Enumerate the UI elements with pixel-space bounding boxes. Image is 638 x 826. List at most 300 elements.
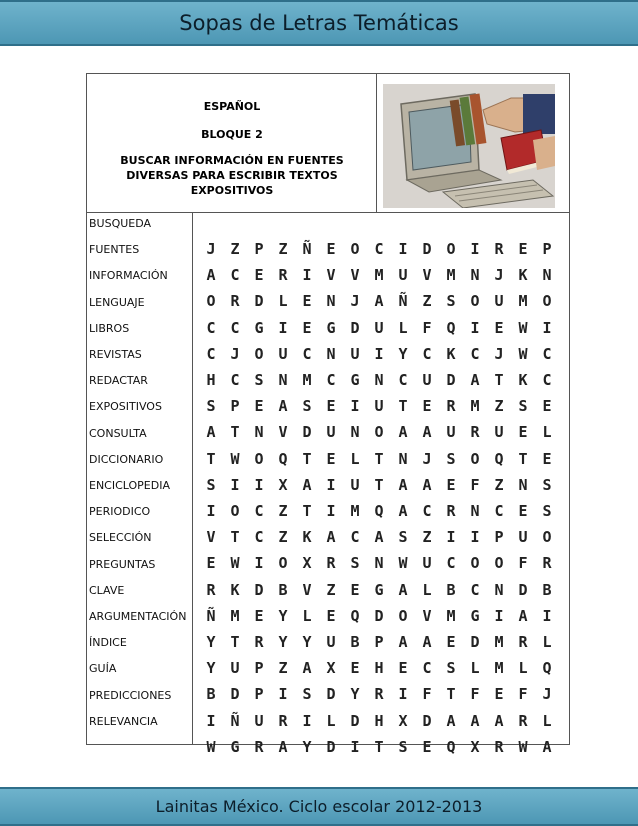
- grid-letter: A: [398, 502, 408, 520]
- grid-letter: F: [518, 685, 528, 704]
- grid-letter: I: [374, 344, 384, 363]
- word-list-item: CLAVE: [89, 583, 125, 597]
- header-text-box: [87, 74, 377, 213]
- grid-letter: V: [302, 580, 312, 599]
- grid-letter: E: [326, 449, 336, 468]
- grid-letter: R: [278, 266, 288, 285]
- grid-letter: I: [230, 475, 240, 494]
- grid-letter: B: [446, 580, 456, 599]
- grid-letter: U: [374, 318, 384, 337]
- grid-letter: A: [206, 266, 216, 285]
- grid-letter: C: [206, 344, 216, 363]
- grid-letter: R: [494, 737, 504, 756]
- grid-letter: Y: [398, 344, 408, 363]
- grid-letter: C: [230, 371, 240, 389]
- grid-letter: H: [374, 711, 384, 730]
- grid-letter: U: [398, 266, 408, 285]
- grid-letter: A: [398, 580, 408, 599]
- grid-letter: Ñ: [398, 292, 408, 311]
- grid-letter: M: [446, 266, 456, 285]
- grid-letter: A: [374, 528, 384, 547]
- grid-letter: T: [230, 423, 240, 442]
- grid-letter: Q: [446, 318, 456, 337]
- grid-letter: Q: [350, 606, 360, 625]
- grid-letter: V: [326, 266, 336, 285]
- grid-letter: Z: [278, 502, 288, 520]
- grid-letter: A: [470, 711, 480, 730]
- grid-letter: Z: [278, 528, 288, 547]
- grid-letter: V: [278, 423, 288, 442]
- grid-letter: T: [518, 449, 528, 468]
- grid-letter: R: [518, 711, 528, 730]
- page-title: Sopas de Letras Temáticas: [179, 11, 459, 35]
- grid-letter: E: [350, 580, 360, 599]
- grid-letter: O: [542, 528, 552, 547]
- grid-letter: T: [446, 685, 456, 704]
- grid-letter: R: [278, 711, 288, 730]
- word-list-item: REVISTAS: [89, 348, 142, 361]
- grid-letter: D: [470, 633, 480, 651]
- grid-letter: G: [326, 318, 336, 337]
- word-list-item: ENCICLOPEDIA: [89, 479, 171, 492]
- grid-letter: R: [254, 633, 264, 651]
- grid-letter: A: [278, 737, 288, 756]
- grid-letter: S: [542, 502, 552, 520]
- grid-letter: Q: [542, 659, 552, 678]
- grid-letter: Y: [278, 633, 288, 651]
- grid-letter: N: [542, 266, 552, 285]
- grid-letter: O: [470, 554, 480, 573]
- grid-letter: E: [542, 397, 552, 416]
- grid-letter: Y: [350, 685, 360, 704]
- grid-letter: E: [206, 554, 216, 573]
- grid-letter: J: [542, 685, 552, 704]
- grid-letter: W: [518, 344, 528, 363]
- word-list-item: PREGUNTAS: [89, 557, 156, 571]
- grid-letter: I: [542, 606, 552, 625]
- grid-letter: C: [254, 528, 264, 547]
- grid-letter: O: [446, 240, 456, 258]
- grid-letter: Ñ: [230, 711, 240, 730]
- grid-letter: X: [398, 711, 408, 730]
- grid-letter: A: [422, 475, 432, 494]
- grid-letter: U: [254, 711, 264, 730]
- grid-letter: M: [470, 397, 480, 416]
- grid-letter: U: [230, 659, 240, 678]
- grid-letter: G: [350, 371, 360, 389]
- grid-letter: R: [254, 737, 264, 756]
- grid-letter: E: [326, 606, 336, 625]
- grid-letter: J: [230, 344, 240, 363]
- footer-text: Lainitas México. Ciclo escolar 2012-2013: [155, 797, 483, 816]
- grid-letter: R: [446, 502, 456, 520]
- grid-letter: D: [422, 711, 432, 730]
- grid-letter: Y: [206, 633, 216, 651]
- grid-letter: Z: [494, 397, 504, 416]
- word-list-item: DICCIONARIO: [89, 452, 164, 466]
- grid-letter: O: [470, 449, 480, 468]
- grid-letter: U: [326, 633, 336, 651]
- word-list-item: LENGUAJE: [89, 295, 145, 309]
- word-list: [87, 213, 193, 744]
- grid-letter: D: [254, 292, 264, 311]
- grid-letter: I: [350, 397, 360, 416]
- computer-books-icon: [383, 84, 555, 208]
- grid-letter: J: [350, 292, 360, 311]
- grid-letter: W: [206, 737, 216, 756]
- grid-letter: C: [422, 659, 432, 678]
- grid-letter: C: [230, 318, 240, 337]
- grid-letter: I: [398, 685, 408, 704]
- grid-letter: L: [326, 711, 336, 730]
- grid-letter: E: [254, 397, 264, 416]
- grid-letter: A: [302, 475, 312, 494]
- grid-letter: E: [422, 737, 432, 756]
- grid-letter: A: [302, 659, 312, 678]
- grid-letter: Y: [302, 633, 312, 651]
- grid-letter: A: [542, 737, 552, 756]
- grid-letter: S: [206, 397, 216, 416]
- grid-letter: L: [350, 449, 360, 468]
- grid-letter: I: [206, 502, 216, 520]
- grid-letter: I: [470, 318, 480, 337]
- grid-letter: R: [206, 580, 216, 599]
- grid-letter: T: [230, 528, 240, 547]
- grid-letter: R: [230, 292, 240, 311]
- word-list-item: EXPOSITIVOS: [89, 400, 162, 414]
- grid-letter: X: [302, 554, 312, 573]
- grid-letter: D: [302, 423, 312, 442]
- grid-letter: L: [302, 606, 312, 625]
- grid-letter: A: [398, 475, 408, 494]
- grid-letter: D: [350, 318, 360, 337]
- grid-letter: C: [446, 554, 456, 573]
- grid-letter: W: [518, 737, 528, 756]
- grid-letter: H: [374, 659, 384, 678]
- word-search-frame: [86, 73, 570, 756]
- grid-letter: C: [254, 502, 264, 520]
- grid-letter: J: [206, 240, 216, 258]
- grid-letter: C: [350, 528, 360, 547]
- grid-letter: Q: [446, 737, 456, 756]
- grid-letter: G: [254, 318, 264, 337]
- word-list-item: GUÍA: [89, 662, 117, 676]
- grid-letter: D: [254, 580, 264, 599]
- word-list-item: PERIODICO: [89, 505, 151, 519]
- grid-letter: S: [398, 528, 408, 547]
- grid-letter: K: [518, 371, 528, 389]
- grid-letter: Z: [278, 659, 288, 678]
- grid-letter: E: [422, 397, 432, 416]
- grid-letter: A: [518, 606, 528, 625]
- grid-letter: S: [518, 397, 528, 416]
- grid-letter: U: [422, 554, 432, 573]
- grid-letter: W: [230, 449, 240, 468]
- grid-letter: E: [254, 606, 264, 625]
- grid-letter: I: [278, 685, 288, 704]
- grid-letter: T: [374, 737, 384, 756]
- word-list-item: RELEVANCIA: [89, 714, 158, 728]
- grid-letter: N: [278, 371, 288, 389]
- grid-letter: F: [422, 318, 432, 337]
- grid-letter: P: [254, 659, 264, 678]
- grid-letter: A: [398, 423, 408, 442]
- grid-letter: J: [494, 344, 504, 363]
- grid-letter: F: [518, 554, 528, 573]
- grid-letter: S: [302, 397, 312, 416]
- grid-letter: C: [398, 371, 408, 389]
- grid-letter: F: [422, 685, 432, 704]
- grid-letter: M: [494, 633, 504, 651]
- grid-letter: L: [470, 659, 480, 678]
- word-list-item: CONSULTA: [89, 426, 147, 440]
- grid-letter: R: [494, 240, 504, 258]
- grid-letter: X: [470, 737, 480, 756]
- grid-letter: N: [326, 292, 336, 311]
- grid-letter: R: [446, 397, 456, 416]
- grid-letter: U: [350, 344, 360, 363]
- word-list-item: SELECCIÓN: [89, 531, 152, 545]
- grid-letter: E: [254, 266, 264, 285]
- grid-letter: I: [254, 554, 264, 573]
- grid-letter: R: [374, 685, 384, 704]
- grid-letter: U: [374, 397, 384, 416]
- grid-letter: T: [302, 502, 312, 520]
- grid-letter: K: [446, 344, 456, 363]
- grid-letter: U: [350, 475, 360, 494]
- grid-letter: I: [350, 737, 360, 756]
- worksheet-header: [87, 74, 569, 213]
- grid-letter: U: [446, 423, 456, 442]
- grid-letter: P: [494, 528, 504, 547]
- grid-letter: L: [518, 659, 528, 678]
- grid-letter: T: [398, 397, 408, 416]
- grid-letter: N: [326, 344, 336, 363]
- grid-letter: C: [470, 580, 480, 599]
- grid-letter: U: [494, 292, 504, 311]
- grid-letter: A: [398, 633, 408, 651]
- grid-letter: L: [542, 423, 552, 442]
- subject-label: ESPAÑOL: [203, 100, 261, 113]
- grid-letter: L: [542, 633, 552, 651]
- grid-letter: M: [518, 292, 528, 311]
- grid-letter: A: [422, 423, 432, 442]
- grid-letter: D: [374, 606, 384, 625]
- grid-letter: W: [398, 554, 408, 573]
- grid-letter: C: [302, 344, 312, 363]
- grid-letter: N: [470, 266, 480, 285]
- grid-letter: Q: [494, 449, 504, 468]
- grid-letter: S: [302, 685, 312, 704]
- grid-letter: N: [254, 423, 264, 442]
- grid-letter: J: [422, 449, 432, 468]
- word-list-item: BUSQUEDA: [89, 217, 152, 230]
- grid-letter: U: [278, 344, 288, 363]
- grid-letter: V: [422, 266, 432, 285]
- grid-letter: E: [518, 502, 528, 520]
- grid-letter: E: [326, 240, 336, 258]
- grid-letter: F: [470, 685, 480, 704]
- grid-letter: N: [518, 475, 528, 494]
- grid-letter: I: [326, 475, 336, 494]
- grid-letter: I: [302, 266, 312, 285]
- grid-letter: Q: [278, 449, 288, 468]
- grid-letter: O: [494, 554, 504, 573]
- grid-letter: L: [398, 318, 408, 337]
- word-list-item: LIBROS: [89, 321, 130, 335]
- grid-letter: V: [206, 528, 216, 547]
- grid-letter: E: [350, 659, 360, 678]
- word-list-item: PREDICCIONES: [89, 688, 172, 702]
- grid-letter: B: [350, 633, 360, 651]
- grid-letter: D: [326, 685, 336, 704]
- grid-letter: O: [374, 423, 384, 442]
- letter-grid: [193, 213, 569, 756]
- grid-letter: G: [470, 606, 480, 625]
- grid-letter: X: [278, 475, 288, 494]
- grid-letter: O: [470, 292, 480, 311]
- grid-letter: N: [374, 371, 384, 389]
- grid-letter: Y: [278, 606, 288, 625]
- grid-letter: N: [494, 580, 504, 599]
- grid-letter: I: [542, 318, 552, 337]
- grid-letter: M: [230, 606, 240, 625]
- grid-letter: E: [494, 685, 504, 704]
- grid-letter: A: [278, 397, 288, 416]
- grid-letter: O: [230, 502, 240, 520]
- grid-letter: E: [302, 318, 312, 337]
- grid-letter: M: [446, 606, 456, 625]
- grid-letter: P: [254, 240, 264, 258]
- grid-letter: I: [470, 240, 480, 258]
- grid-letter: B: [206, 685, 216, 704]
- grid-letter: L: [542, 711, 552, 730]
- grid-letter: O: [278, 554, 288, 573]
- grid-letter: C: [542, 344, 552, 363]
- grid-letter: E: [494, 318, 504, 337]
- grid-letter: C: [422, 502, 432, 520]
- grid-letter: P: [374, 633, 384, 651]
- grid-letter: E: [542, 449, 552, 468]
- grid-letter: Z: [278, 240, 288, 258]
- grid-letter: I: [446, 528, 456, 547]
- grid-letter: Z: [422, 528, 432, 547]
- grid-letter: N: [470, 502, 480, 520]
- grid-letter: E: [446, 475, 456, 494]
- grid-letter: I: [302, 711, 312, 730]
- grid-letter: E: [326, 397, 336, 416]
- grid-letter: K: [302, 528, 312, 547]
- grid-letter: M: [302, 371, 312, 389]
- grid-letter: T: [302, 449, 312, 468]
- grid-letter: T: [230, 633, 240, 651]
- grid-letter: C: [230, 266, 240, 285]
- grid-letter: D: [350, 711, 360, 730]
- grid-letter: D: [446, 371, 456, 389]
- grid-letter: A: [326, 528, 336, 547]
- grid-letter: X: [326, 659, 336, 678]
- grid-letter: Z: [326, 580, 336, 599]
- grid-letter: Ñ: [206, 606, 216, 625]
- word-list-item: REDACTAR: [89, 374, 148, 388]
- grid-letter: K: [518, 266, 528, 285]
- grid-letter: A: [206, 423, 216, 442]
- grid-letter: U: [518, 528, 528, 547]
- grid-letter: J: [494, 266, 504, 285]
- grid-letter: N: [374, 554, 384, 573]
- grid-letter: L: [422, 580, 432, 599]
- computer-books-illustration: [383, 84, 555, 208]
- grid-letter: O: [350, 240, 360, 258]
- grid-letter: P: [542, 240, 552, 258]
- grid-letter: B: [278, 580, 288, 599]
- grid-letter: N: [398, 449, 408, 468]
- grid-letter: F: [470, 475, 480, 494]
- grid-letter: I: [494, 606, 504, 625]
- grid-letter: D: [326, 737, 336, 756]
- grid-letter: I: [254, 475, 264, 494]
- grid-letter: S: [446, 449, 456, 468]
- grid-letter: W: [230, 554, 240, 573]
- grid-letter: G: [374, 580, 384, 599]
- grid-letter: A: [374, 292, 384, 311]
- grid-letter: S: [446, 292, 456, 311]
- grid-letter: R: [542, 554, 552, 573]
- grid-letter: E: [302, 292, 312, 311]
- grid-letter: O: [542, 292, 552, 311]
- grid-letter: A: [470, 371, 480, 389]
- grid-letter: D: [230, 685, 240, 704]
- grid-letter: I: [206, 711, 216, 730]
- grid-letter: C: [374, 240, 384, 258]
- grid-letter: E: [518, 240, 528, 258]
- grid-letter: Z: [494, 475, 504, 494]
- grid-letter: Y: [206, 659, 216, 678]
- grid-letter: S: [398, 737, 408, 756]
- word-list-item: ÍNDICE: [89, 636, 127, 650]
- grid-letter: Z: [422, 292, 432, 311]
- grid-letter: N: [350, 423, 360, 442]
- grid-letter: T: [374, 475, 384, 494]
- grid-letter: C: [542, 371, 552, 389]
- grid-letter: S: [542, 475, 552, 494]
- grid-letter: O: [206, 292, 216, 311]
- grid-letter: Q: [374, 502, 384, 520]
- grid-letter: C: [470, 344, 480, 363]
- grid-letter: O: [398, 606, 408, 625]
- grid-letter: U: [494, 423, 504, 442]
- grid-letter: Z: [230, 240, 240, 258]
- grid-letter: T: [494, 371, 504, 389]
- grid-letter: D: [422, 240, 432, 258]
- grid-letter: D: [518, 580, 528, 599]
- grid-letter: S: [254, 371, 264, 389]
- grid-letter: E: [518, 423, 528, 442]
- word-list-item: ARGUMENTACIÓN: [89, 610, 187, 623]
- grid-letter: V: [350, 266, 360, 285]
- grid-letter: H: [206, 371, 216, 389]
- grid-letter: B: [542, 580, 552, 599]
- grid-letter: S: [206, 475, 216, 494]
- grid-letter: Y: [302, 737, 312, 756]
- grid-letter: U: [326, 423, 336, 442]
- grid-letter: I: [326, 502, 336, 520]
- word-list-item: INFORMACIÓN: [89, 269, 168, 283]
- grid-letter: S: [350, 554, 360, 573]
- footer-banner: [0, 787, 638, 826]
- grid-letter: P: [230, 397, 240, 416]
- grid-letter: P: [254, 685, 264, 704]
